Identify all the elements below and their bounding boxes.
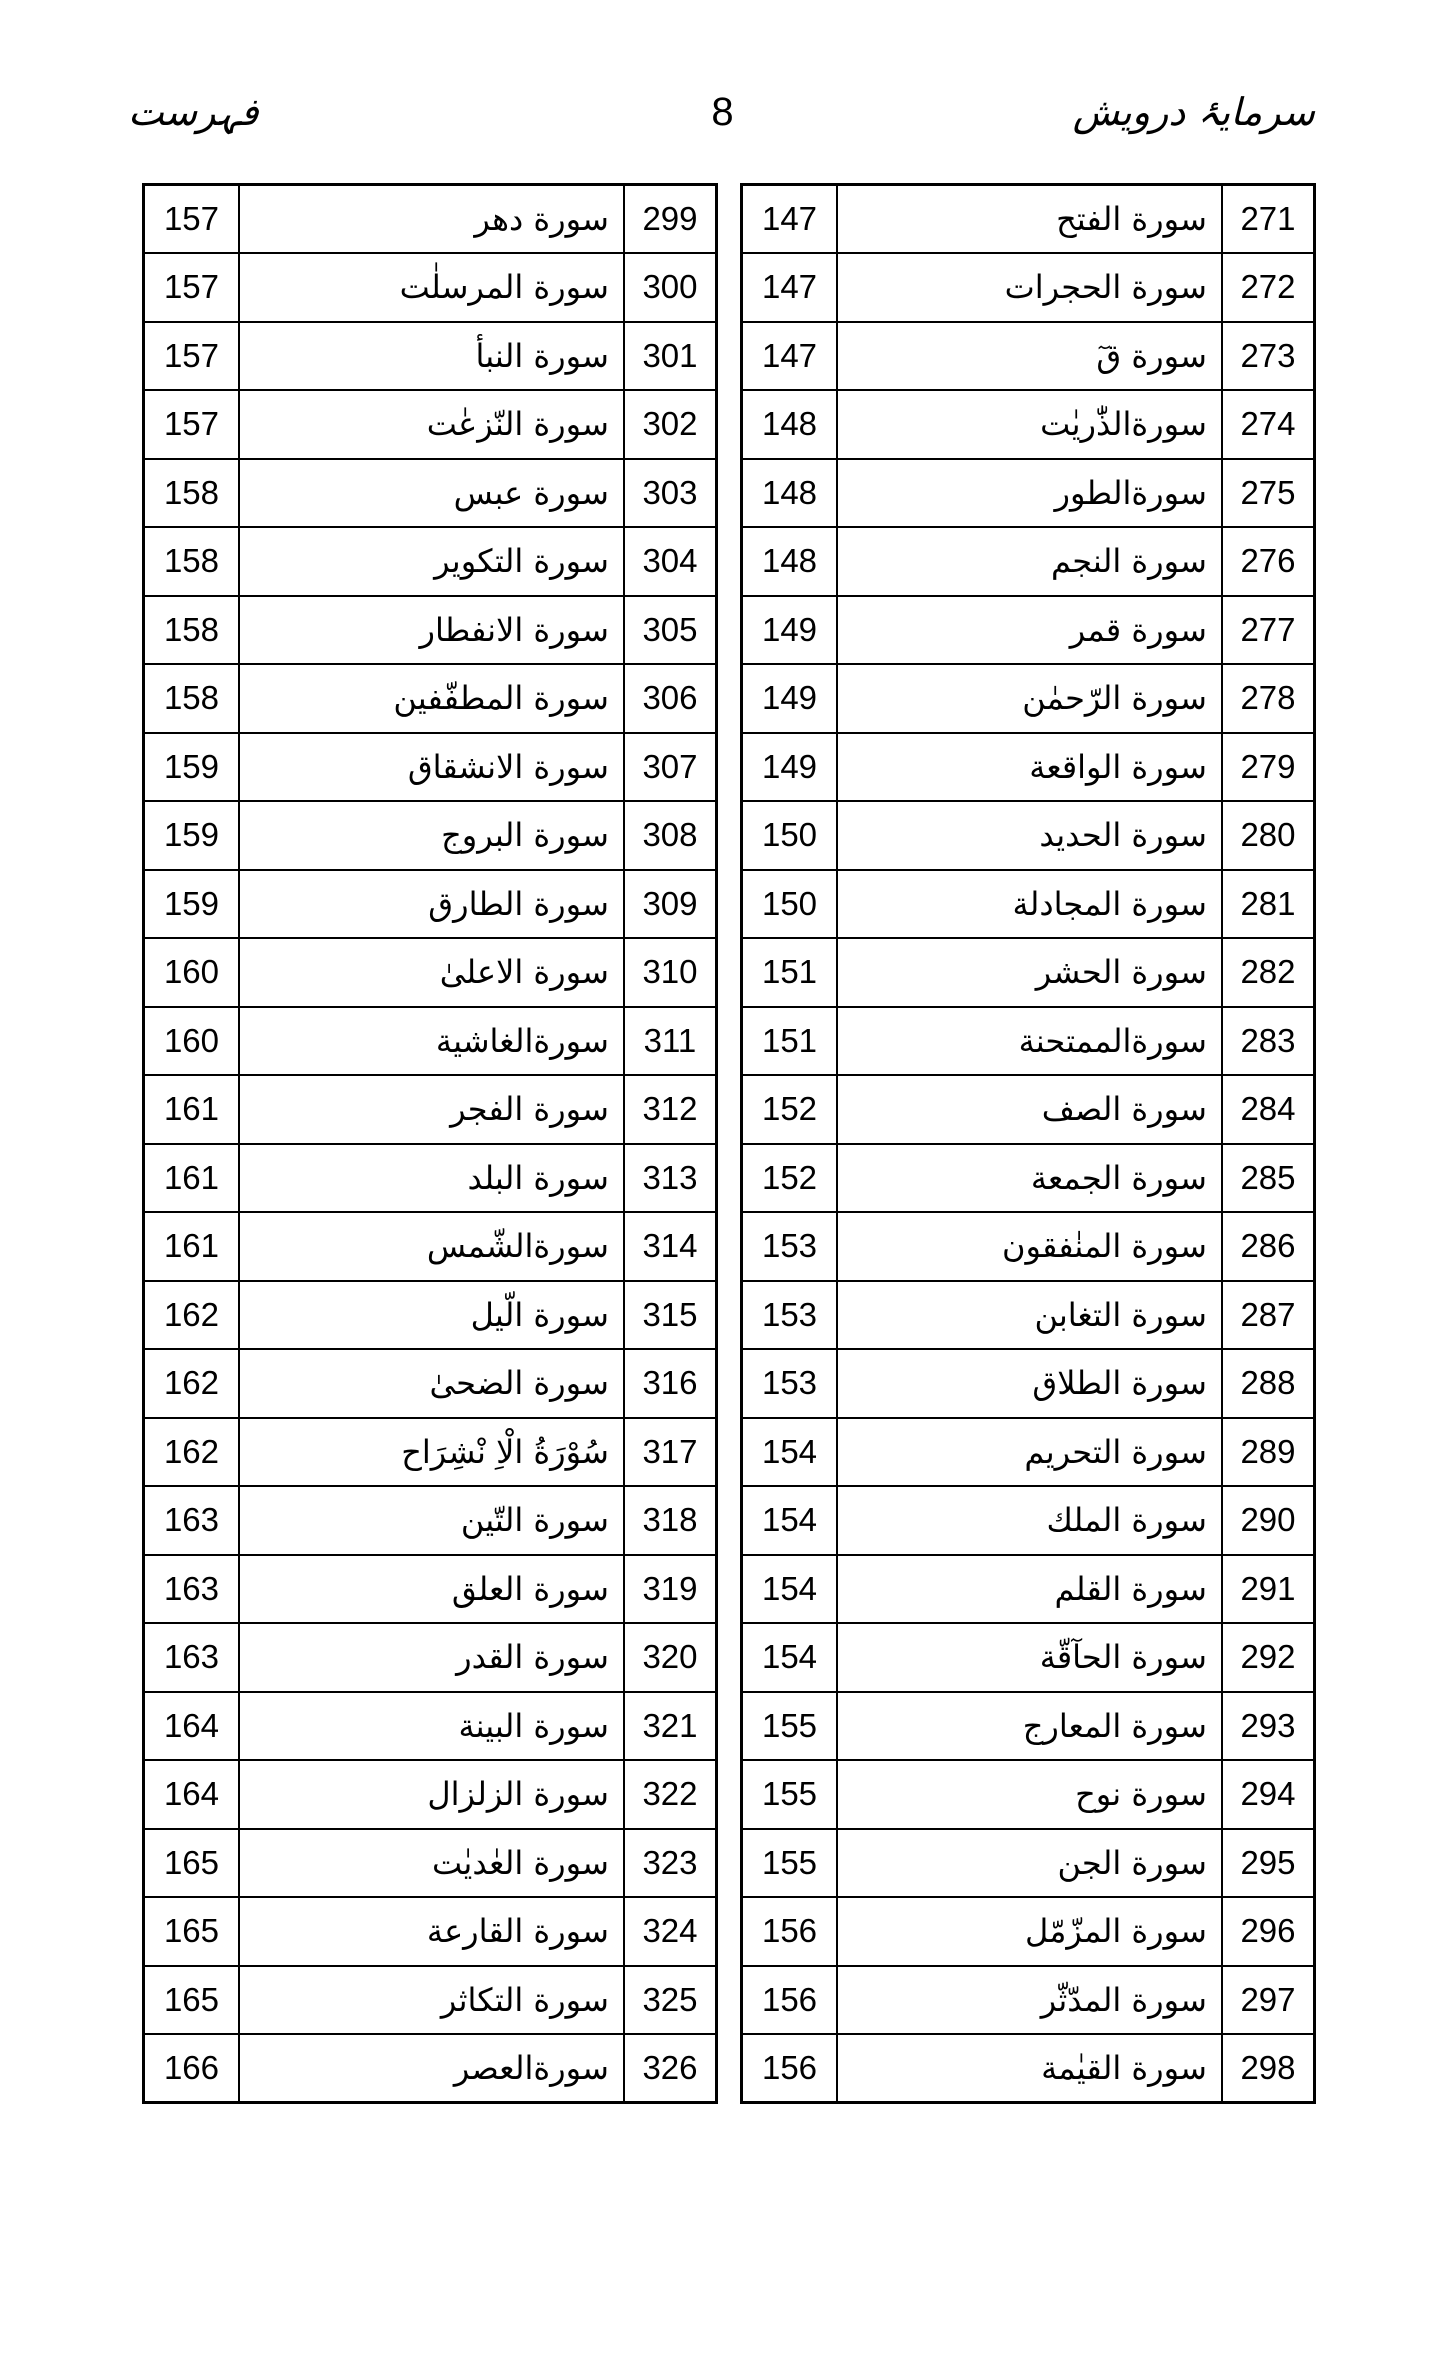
surah-title-cell: سورة الجن <box>837 1829 1222 1898</box>
entry-number-cell: 305 <box>624 596 717 665</box>
entry-number-cell: 322 <box>624 1760 717 1829</box>
page-ref-cell: 149 <box>742 664 838 733</box>
entry-number-cell: 313 <box>624 1144 717 1213</box>
table-row <box>742 1486 1315 1555</box>
page-ref-cell: 153 <box>742 1281 838 1350</box>
surah-title-cell: سورة قٓ <box>837 322 1222 391</box>
table-row <box>144 1829 717 1898</box>
table-row <box>742 664 1315 733</box>
entry-number-cell: 292 <box>1222 1623 1315 1692</box>
table-row <box>144 527 717 596</box>
surah-title-cell: سورةالممتحنة <box>837 1007 1222 1076</box>
table-row <box>144 938 717 1007</box>
book-title: سرمایۂ درویش <box>1072 90 1315 134</box>
entry-number-cell: 282 <box>1222 938 1315 1007</box>
page-ref-cell: 148 <box>742 390 838 459</box>
page-ref-cell: 161 <box>144 1075 239 1144</box>
table-row <box>742 1760 1315 1829</box>
surah-title-cell: سورةالغاشية <box>239 1007 624 1076</box>
surah-title-cell: سورة الرّحمٰن <box>837 664 1222 733</box>
surah-title-cell: سورة الاعلىٰ <box>239 938 624 1007</box>
table-row <box>742 1007 1315 1076</box>
contents-table-right <box>740 183 1316 2104</box>
surah-title-cell: سورة المجادلة <box>837 870 1222 939</box>
entry-number-cell: 320 <box>624 1623 717 1692</box>
table-row <box>742 870 1315 939</box>
surah-title-cell: سورة الطلاق <box>837 1349 1222 1418</box>
page-ref-cell: 151 <box>742 938 838 1007</box>
surah-title-cell: سورة المنٰفقون <box>837 1212 1222 1281</box>
entry-number-cell: 283 <box>1222 1007 1315 1076</box>
surah-title-cell: سورة الانفطار <box>239 596 624 665</box>
surah-title-cell: سورة الانشقاق <box>239 733 624 802</box>
table-row <box>144 1555 717 1624</box>
table-row <box>742 596 1315 665</box>
page-ref-cell: 156 <box>742 2034 838 2103</box>
table-row <box>144 185 717 254</box>
page-ref-cell: 158 <box>144 596 239 665</box>
page-ref-cell: 157 <box>144 322 239 391</box>
table-row <box>144 1760 717 1829</box>
entry-number-cell: 321 <box>624 1692 717 1761</box>
page-ref-cell: 162 <box>144 1349 239 1418</box>
page-ref-cell: 154 <box>742 1418 838 1487</box>
page-ref-cell: 157 <box>144 185 239 254</box>
table-row <box>144 1623 717 1692</box>
entry-number-cell: 311 <box>624 1007 717 1076</box>
table-row <box>144 733 717 802</box>
page-ref-cell: 155 <box>742 1829 838 1898</box>
surah-title-cell: سورة الصف <box>837 1075 1222 1144</box>
table-row <box>742 2034 1315 2103</box>
entry-number-cell: 308 <box>624 801 717 870</box>
surah-title-cell: سورة قمر <box>837 596 1222 665</box>
surah-title-cell: سورة الحآقّة <box>837 1623 1222 1692</box>
surah-title-cell: سُوْرَةُ الْاِ نْشِرَاح <box>239 1418 624 1487</box>
table-row <box>144 1966 717 2035</box>
page-ref-cell: 157 <box>144 390 239 459</box>
page-ref-cell: 153 <box>742 1349 838 1418</box>
page-ref-cell: 156 <box>742 1966 838 2035</box>
entry-number-cell: 317 <box>624 1418 717 1487</box>
entry-number-cell: 277 <box>1222 596 1315 665</box>
entry-number-cell: 314 <box>624 1212 717 1281</box>
page-ref-cell: 155 <box>742 1692 838 1761</box>
page-ref-cell: 154 <box>742 1555 838 1624</box>
surah-title-cell: سورة المطفّفين <box>239 664 624 733</box>
page-ref-cell: 154 <box>742 1486 838 1555</box>
table-row <box>742 1623 1315 1692</box>
surah-title-cell: سورةالشّمس <box>239 1212 624 1281</box>
entry-number-cell: 291 <box>1222 1555 1315 1624</box>
entry-number-cell: 286 <box>1222 1212 1315 1281</box>
entry-number-cell: 302 <box>624 390 717 459</box>
entry-number-cell: 326 <box>624 2034 717 2103</box>
table-row <box>144 459 717 528</box>
page-number: 8 <box>711 90 734 134</box>
entry-number-cell: 285 <box>1222 1144 1315 1213</box>
table-row <box>742 1144 1315 1213</box>
entry-number-cell: 287 <box>1222 1281 1315 1350</box>
entry-number-cell: 297 <box>1222 1966 1315 2035</box>
entry-number-cell: 271 <box>1222 185 1315 254</box>
page-ref-cell: 150 <box>742 870 838 939</box>
table-row <box>144 596 717 665</box>
page-ref-cell: 153 <box>742 1212 838 1281</box>
entry-number-cell: 310 <box>624 938 717 1007</box>
entry-number-cell: 299 <box>624 185 717 254</box>
table-row <box>742 459 1315 528</box>
entry-number-cell: 278 <box>1222 664 1315 733</box>
page-ref-cell: 161 <box>144 1144 239 1213</box>
page-ref-cell: 162 <box>144 1281 239 1350</box>
table-row <box>144 2034 717 2103</box>
page-ref-cell: 163 <box>144 1623 239 1692</box>
entry-number-cell: 289 <box>1222 1418 1315 1487</box>
page-ref-cell: 165 <box>144 1897 239 1966</box>
table-row <box>144 1075 717 1144</box>
entry-number-cell: 290 <box>1222 1486 1315 1555</box>
entry-number-cell: 275 <box>1222 459 1315 528</box>
page-ref-cell: 158 <box>144 459 239 528</box>
table-row <box>742 1897 1315 1966</box>
entry-number-cell: 300 <box>624 253 717 322</box>
page-ref-cell: 166 <box>144 2034 239 2103</box>
surah-title-cell: سورة التحريم <box>837 1418 1222 1487</box>
entry-number-cell: 298 <box>1222 2034 1315 2103</box>
page-ref-cell: 159 <box>144 870 239 939</box>
page-ref-cell: 152 <box>742 1075 838 1144</box>
page-ref-cell: 160 <box>144 938 239 1007</box>
entry-number-cell: 301 <box>624 322 717 391</box>
page-ref-cell: 148 <box>742 459 838 528</box>
surah-title-cell: سورة دهر <box>239 185 624 254</box>
entry-number-cell: 274 <box>1222 390 1315 459</box>
page-ref-cell: 158 <box>144 664 239 733</box>
table-row <box>742 527 1315 596</box>
table-row <box>144 1486 717 1555</box>
table-row <box>144 801 717 870</box>
page-ref-cell: 149 <box>742 733 838 802</box>
surah-title-cell: سورة التكاثر <box>239 1966 624 2035</box>
page-ref-cell: 158 <box>144 527 239 596</box>
table-row <box>144 1349 717 1418</box>
table-row <box>144 1281 717 1350</box>
page-ref-cell: 160 <box>144 1007 239 1076</box>
page-ref-cell: 159 <box>144 801 239 870</box>
surah-title-cell: سورة المدّثّر <box>837 1966 1222 2035</box>
surah-title-cell: سورة الحديد <box>837 801 1222 870</box>
page-ref-cell: 149 <box>742 596 838 665</box>
surah-title-cell: سورة الحجرات <box>837 253 1222 322</box>
page-ref-cell: 161 <box>144 1212 239 1281</box>
entry-number-cell: 296 <box>1222 1897 1315 1966</box>
page-ref-cell: 150 <box>742 801 838 870</box>
page-ref-cell: 155 <box>742 1760 838 1829</box>
contents-table-left <box>142 183 718 2104</box>
page-ref-cell: 163 <box>144 1555 239 1624</box>
table-row <box>144 390 717 459</box>
table-row <box>742 253 1315 322</box>
surah-title-cell: سورة المزّمّل <box>837 1897 1222 1966</box>
surah-title-cell: سورة النّزعٰت <box>239 390 624 459</box>
entry-number-cell: 316 <box>624 1349 717 1418</box>
page-ref-cell: 156 <box>742 1897 838 1966</box>
surah-title-cell: سورة الفجر <box>239 1075 624 1144</box>
section-title: فہرست <box>128 90 259 134</box>
table-row <box>742 1075 1315 1144</box>
surah-title-cell: سورة البينة <box>239 1692 624 1761</box>
entry-number-cell: 315 <box>624 1281 717 1350</box>
page-ref-cell: 162 <box>144 1418 239 1487</box>
surah-title-cell: سورةالذّٰريٰت <box>837 390 1222 459</box>
table-row <box>742 1829 1315 1898</box>
surah-title-cell: سورة المعارج <box>837 1692 1222 1761</box>
entry-number-cell: 280 <box>1222 801 1315 870</box>
surah-title-cell: سورة الزلزال <box>239 1760 624 1829</box>
entry-number-cell: 303 <box>624 459 717 528</box>
entry-number-cell: 319 <box>624 1555 717 1624</box>
entry-number-cell: 273 <box>1222 322 1315 391</box>
surah-title-cell: سورة الواقعة <box>837 733 1222 802</box>
entry-number-cell: 312 <box>624 1075 717 1144</box>
entry-number-cell: 284 <box>1222 1075 1315 1144</box>
surah-title-cell: سورة العٰديٰت <box>239 1829 624 1898</box>
table-row <box>742 733 1315 802</box>
page-ref-cell: 147 <box>742 185 838 254</box>
table-row <box>742 1281 1315 1350</box>
table-row <box>144 1418 717 1487</box>
table-row <box>742 938 1315 1007</box>
table-row <box>742 1212 1315 1281</box>
page-ref-cell: 157 <box>144 253 239 322</box>
surah-title-cell: سورة الطارق <box>239 870 624 939</box>
page-ref-cell: 164 <box>144 1692 239 1761</box>
entry-number-cell: 276 <box>1222 527 1315 596</box>
table-row <box>144 870 717 939</box>
table-row <box>144 1212 717 1281</box>
surah-title-cell: سورة نوح <box>837 1760 1222 1829</box>
table-row <box>742 1692 1315 1761</box>
page-ref-cell: 148 <box>742 527 838 596</box>
entry-number-cell: 306 <box>624 664 717 733</box>
entry-number-cell: 294 <box>1222 1760 1315 1829</box>
entry-number-cell: 307 <box>624 733 717 802</box>
page-ref-cell: 152 <box>742 1144 838 1213</box>
entry-number-cell: 324 <box>624 1897 717 1966</box>
page-ref-cell: 151 <box>742 1007 838 1076</box>
entry-number-cell: 304 <box>624 527 717 596</box>
table-row <box>144 253 717 322</box>
table-row <box>742 1349 1315 1418</box>
table-row <box>144 1897 717 1966</box>
page-ref-cell: 163 <box>144 1486 239 1555</box>
surah-title-cell: سورة المرسلٰت <box>239 253 624 322</box>
table-row <box>742 1555 1315 1624</box>
surah-title-cell: سورة النجم <box>837 527 1222 596</box>
surah-title-cell: سورة البلد <box>239 1144 624 1213</box>
table-row <box>144 1144 717 1213</box>
page-ref-cell: 147 <box>742 253 838 322</box>
surah-title-cell: سورة التكوير <box>239 527 624 596</box>
entry-number-cell: 318 <box>624 1486 717 1555</box>
surah-title-cell: سورة العلق <box>239 1555 624 1624</box>
surah-title-cell: سورةالعصر <box>239 2034 624 2103</box>
page-ref-cell: 147 <box>742 322 838 391</box>
table-row <box>742 1418 1315 1487</box>
table-row <box>144 1692 717 1761</box>
page-ref-cell: 164 <box>144 1760 239 1829</box>
surah-title-cell: سورة الفتح <box>837 185 1222 254</box>
table-row <box>742 390 1315 459</box>
surah-title-cell: سورة التغابن <box>837 1281 1222 1350</box>
table-row <box>742 1966 1315 2035</box>
surah-title-cell: سورة التّين <box>239 1486 624 1555</box>
page-ref-cell: 165 <box>144 1829 239 1898</box>
table-row <box>144 322 717 391</box>
entry-number-cell: 325 <box>624 1966 717 2035</box>
entry-number-cell: 288 <box>1222 1349 1315 1418</box>
entry-number-cell: 293 <box>1222 1692 1315 1761</box>
surah-title-cell: سورة البروج <box>239 801 624 870</box>
surah-title-cell: سورة النبأ <box>239 322 624 391</box>
table-row <box>742 185 1315 254</box>
entry-number-cell: 272 <box>1222 253 1315 322</box>
surah-title-cell: سورةالطور <box>837 459 1222 528</box>
surah-title-cell: سورة الجمعة <box>837 1144 1222 1213</box>
entry-number-cell: 281 <box>1222 870 1315 939</box>
surah-title-cell: سورة الحشر <box>837 938 1222 1007</box>
table-row <box>144 1007 717 1076</box>
surah-title-cell: سورة عبس <box>239 459 624 528</box>
page-ref-cell: 159 <box>144 733 239 802</box>
entry-number-cell: 295 <box>1222 1829 1315 1898</box>
entry-number-cell: 309 <box>624 870 717 939</box>
surah-title-cell: سورة الضحىٰ <box>239 1349 624 1418</box>
surah-title-cell: سورة الملك <box>837 1486 1222 1555</box>
entry-number-cell: 323 <box>624 1829 717 1898</box>
surah-title-cell: سورة القارعة <box>239 1897 624 1966</box>
page-ref-cell: 154 <box>742 1623 838 1692</box>
table-row <box>144 664 717 733</box>
table-row <box>742 801 1315 870</box>
surah-title-cell: سورة الّيل <box>239 1281 624 1350</box>
surah-title-cell: سورة القيٰمة <box>837 2034 1222 2103</box>
page-ref-cell: 165 <box>144 1966 239 2035</box>
table-row <box>742 322 1315 391</box>
surah-title-cell: سورة القدر <box>239 1623 624 1692</box>
surah-title-cell: سورة القلم <box>837 1555 1222 1624</box>
entry-number-cell: 279 <box>1222 733 1315 802</box>
